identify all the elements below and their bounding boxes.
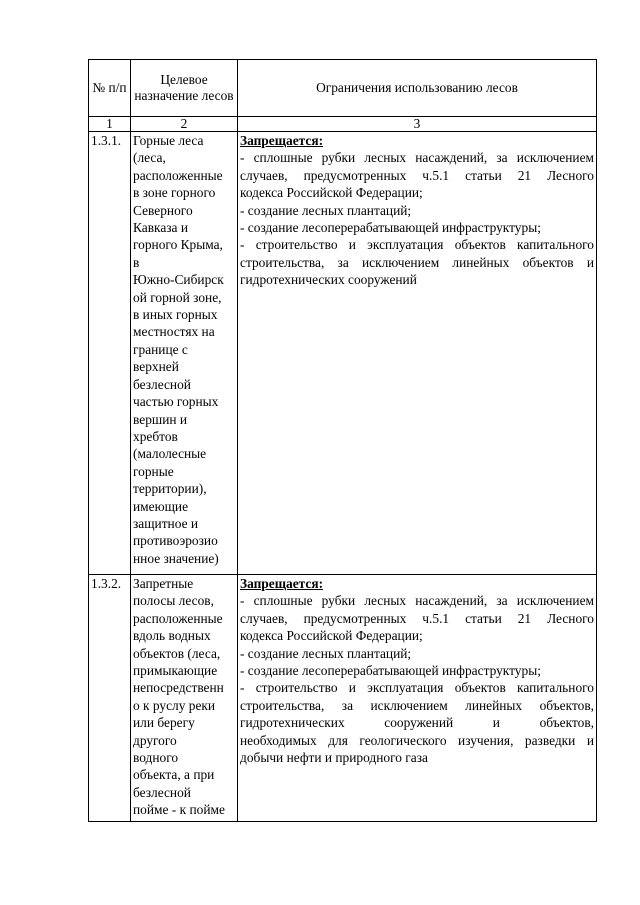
row-number: 1.3.1.: [91, 133, 122, 148]
restriction-line: необходимых для геологического изучения, разведки и: [240, 732, 594, 748]
restrictions-cell: [238, 575, 597, 822]
purpose-line: горного Крыма,: [133, 237, 223, 253]
purpose-line: (малолесные: [133, 446, 207, 462]
purpose-line: частью горных: [133, 394, 219, 410]
forest-restrictions-table: [88, 59, 597, 822]
restriction-line: - создание лесных плантаций;: [240, 645, 412, 661]
purpose-line: в: [133, 254, 140, 270]
restriction-line: - создание лесных плантаций;: [240, 202, 412, 218]
purpose-line: горные: [133, 463, 174, 479]
restriction-line: - создание лесоперерабатывающей инфраструктуры;: [240, 220, 541, 236]
purpose-line: полосы лесов,: [133, 593, 214, 609]
table-row: [89, 132, 597, 575]
purpose-line: имеющие: [133, 498, 189, 514]
restriction-line: - строительство и эксплуатация объектов капитального: [240, 680, 594, 696]
header-purpose-cell: [131, 60, 238, 117]
purpose-line: о к руслу реки: [133, 697, 216, 713]
row-number-cell: [89, 132, 131, 575]
purpose-line: Южно-Сибирск: [133, 272, 224, 288]
row-number: 1.3.2.: [91, 576, 122, 591]
purpose-line: защитное и: [133, 515, 199, 531]
purpose-line: ой горной зоне,: [133, 289, 222, 305]
restriction-item: [240, 202, 594, 219]
purpose-line: объекта, а при: [133, 767, 215, 783]
purpose-line: местностях на: [133, 324, 215, 340]
restriction-line: случаев, предусмотренных ч.5.1 статьи 21 Лесного: [240, 167, 594, 183]
restriction-line: строительства, за исключением линейных объектов,: [240, 697, 594, 713]
header-restrictions: Ограничения использованию лесов: [316, 80, 518, 95]
forbidden-label: Запрещается:: [240, 576, 324, 591]
restriction-item: [240, 662, 594, 679]
header-purpose: Целевое назначение лесов: [134, 72, 234, 103]
restriction-line: - создание лесоперерабатывающей инфраструктуры;: [240, 663, 541, 679]
restriction-line: кодекса Российской Федерации;: [240, 185, 423, 201]
purpose-line: объектов (леса,: [133, 645, 221, 661]
purpose-line: Горные леса: [133, 133, 204, 148]
purpose-line: Северного: [133, 202, 193, 218]
restriction-line: строительства, за исключением линейных объектов и: [240, 254, 594, 270]
row-number-cell: [89, 575, 131, 822]
purpose-line: водного: [133, 750, 179, 766]
purpose-line: непосредственн: [133, 680, 224, 696]
purpose-line: расположенные: [133, 167, 223, 183]
column-number-row: [89, 117, 597, 132]
purpose-line: Запретные: [133, 576, 194, 591]
restriction-line: гидротехнических сооружений: [240, 272, 417, 288]
restriction-line: - сплошные рубки лесных насаждений, за исключением: [240, 593, 594, 609]
purpose-line: вершин и: [133, 411, 188, 427]
restriction-line: гидротехнических сооружений и объектов,: [240, 715, 594, 731]
purpose-line: безлесной: [133, 784, 191, 800]
purpose-line: (леса,: [133, 150, 166, 166]
restriction-item: [240, 219, 594, 236]
table-header-row: [89, 60, 597, 117]
restriction-line: - сплошные рубки лесных насаждений, за исключением: [240, 150, 594, 166]
purpose-line: пойме - к пойме: [133, 802, 225, 818]
header-number-cell: [89, 60, 131, 117]
purpose-line: верхней: [133, 359, 179, 375]
restriction-item: [240, 236, 594, 288]
forbidden-label: Запрещается:: [240, 133, 324, 148]
purpose-cell: [131, 575, 238, 822]
purpose-line: противоэрозио: [133, 533, 218, 549]
purpose-cell: [131, 132, 238, 575]
purpose-line: Кавказа и: [133, 220, 189, 236]
restriction-line: случаев, предусмотренных ч.5.1 статьи 21 Лесного: [240, 610, 594, 626]
restriction-line: добычи нефти и природного газа: [240, 750, 428, 766]
purpose-line: безлесной: [133, 376, 191, 392]
purpose-line: в иных горных: [133, 307, 218, 323]
restrictions-cell: [238, 132, 597, 575]
purpose-line: или берегу: [133, 715, 195, 731]
restriction-line: кодекса Российской Федерации;: [240, 628, 423, 644]
restriction-item: [240, 679, 594, 766]
purpose-line: вдоль водных: [133, 628, 211, 644]
restriction-line: - строительство и эксплуатация объектов капитального: [240, 237, 594, 253]
restriction-item: [240, 592, 594, 644]
purpose-line: расположенные: [133, 610, 223, 626]
header-number: № п/п: [92, 80, 127, 95]
purpose-line: нное значение): [133, 550, 219, 566]
purpose-line: хребтов: [133, 428, 178, 444]
column-number-1: 1: [89, 117, 131, 132]
restriction-item: [240, 149, 594, 201]
column-number-3: 3: [238, 117, 597, 132]
restriction-item: [240, 645, 594, 662]
purpose-line: территории),: [133, 481, 207, 497]
purpose-line: другого: [133, 732, 177, 748]
table-row: [89, 575, 597, 822]
purpose-line: в зоне горного: [133, 185, 216, 201]
purpose-line: границе с: [133, 341, 188, 357]
purpose-line: примыкающие: [133, 663, 218, 679]
header-restrictions-cell: [238, 60, 597, 117]
column-number-2: 2: [131, 117, 238, 132]
